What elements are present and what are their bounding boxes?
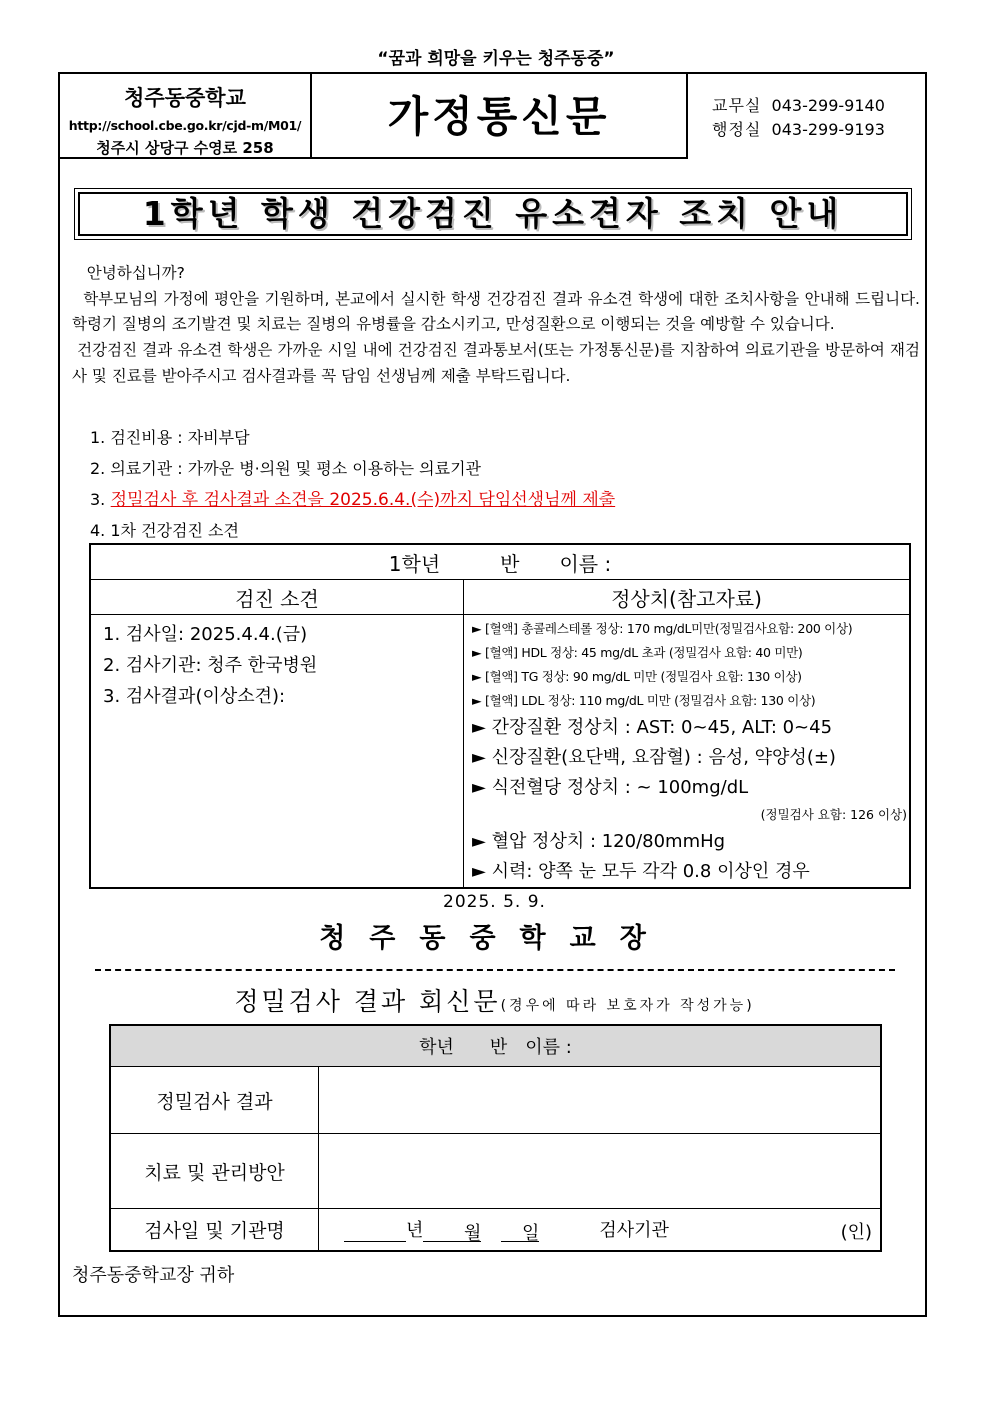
school-address: 청주시 상당구 수영로 258 — [96, 139, 274, 157]
issue-date: 2025. 5. 9. — [443, 892, 546, 912]
item-deadline-text: 정밀검사 후 검사결과 소견을 2025.6.4.(수)까지 담임선생님께 제출 — [110, 490, 616, 510]
newsletter-title: 가정통신문 — [312, 74, 688, 159]
date-org-label: 검사일 및 기관명 — [110, 1209, 319, 1251]
normal-tg: ► [혈액] TG 정상: 90 mg/dL 미만 (정밀검사 요함: 130 이상) — [472, 669, 802, 684]
item-institution: 2. 의료기관 : 가까운 병·의원 및 평소 이용하는 의료기관 — [90, 459, 482, 478]
day-blank[interactable] — [501, 1219, 540, 1245]
item-findings: 4. 1차 건강검진 소견 — [90, 521, 239, 540]
greeting: 안녕하십니까? — [86, 264, 185, 282]
school-url[interactable]: http://school.cbe.go.kr/cjd-m/M01/ — [68, 118, 302, 133]
result-input-cell[interactable] — [319, 1067, 882, 1134]
main-title-box — [74, 188, 912, 240]
cut-line — [95, 969, 895, 971]
school-info-box — [60, 74, 312, 159]
normal-glucose: ► 식전혈당 정상치 : ~ 100mg/dL — [472, 777, 749, 798]
year-label: 년 — [406, 1220, 424, 1242]
addressee: 청주동중학교장 귀하 — [72, 1265, 235, 1286]
findings-col-header: 검진 소견 — [90, 580, 464, 615]
glucose-note: (정밀검사 요함: 126 이상) — [760, 807, 907, 822]
date-org-input-cell[interactable] — [319, 1209, 882, 1251]
result-label: 정밀검사 결과 — [110, 1067, 319, 1134]
normal-values-cell — [464, 615, 911, 889]
findings-table — [89, 543, 911, 889]
normal-blood-pressure: ► 혈압 정상치 : 120/80mmHg — [472, 831, 726, 852]
normal-ldl: ► [혈액] LDL 정상: 110 mg/dL 미만 (정밀검사 요함: 130 이상) — [472, 693, 816, 708]
org-label: 검사기관 — [599, 1220, 669, 1242]
main-title: 1학년 학생 건강검진 유소견자 조치 안내 — [78, 192, 908, 236]
principal-signature: 청주동중학교장 — [319, 923, 670, 954]
school-name: 청주동중학교 — [124, 86, 246, 110]
item-deadline — [90, 484, 615, 515]
seal-mark: (인) — [840, 1222, 872, 1243]
normal-kidney: ► 신장질환(요단백, 요잠혈) : 음성, 약양성(±) — [472, 747, 836, 768]
item-cost: 1. 검진비용 : 자비부담 — [90, 428, 250, 447]
intro-text — [72, 261, 920, 390]
reply-header: 학년 반 이름 : — [110, 1025, 881, 1067]
day-label: 일 — [522, 1223, 540, 1245]
normal-liver: ► 간장질환 정상치 : AST: 0~45, ALT: 0~45 — [472, 717, 833, 738]
reply-subtitle: (경우에 따라 보호자가 작성가능) — [500, 998, 755, 1014]
year-blank[interactable] — [344, 1219, 406, 1242]
findings-table-header: 1학년 반 이름 : — [90, 544, 910, 580]
month-label: 월 — [464, 1223, 482, 1245]
normal-hdl: ► [혈액] HDL 정상: 45 mg/dL 초과 (정밀검사 요함: 40 미만) — [472, 645, 803, 660]
letter-frame — [58, 72, 927, 1317]
phone1-label: 교무실 — [712, 96, 762, 115]
findings-cell — [90, 615, 464, 889]
treatment-label: 치료 및 관리방안 — [110, 1134, 319, 1209]
notice-items — [90, 422, 615, 546]
exam-institution: 2. 검사기관: 청주 한국병원 — [103, 655, 318, 676]
exam-result-label: 3. 검사결과(이상소견): — [103, 686, 286, 707]
treatment-input-cell[interactable] — [319, 1134, 882, 1209]
school-motto: “꿈과 희망을 키우는 청주동중” — [377, 49, 615, 69]
phone2-label: 행정실 — [712, 120, 762, 139]
intro-paragraph-1: 학부모님의 가정에 평안을 기원하며, 본교에서 실시한 학생 건강검진 결과 유소견 학생에 대한 조치사항을 안내해 드립니다. 학령기 질병의 조기발견 및 치료는 질병의 유병률을 감소시키고, 만성질환으로 이행되는 것을 예방할 수 있습니다. — [72, 289, 920, 334]
contact-phones — [712, 94, 885, 142]
reply-form-title — [60, 982, 929, 1018]
phone2-number: 043-299-9193 — [771, 120, 885, 139]
exam-date: 1. 검사일: 2025.4.4.(금) — [103, 624, 308, 645]
month-blank[interactable] — [423, 1219, 482, 1245]
reply-title-text: 정밀검사 결과 회신문 — [234, 987, 501, 1016]
normal-total-cholesterol: ► [혈액] 총콜레스테롤 정상: 170 mg/dL미만(정밀검사요함: 200 이상) — [472, 621, 853, 636]
phone1-number: 043-299-9140 — [771, 96, 885, 115]
normal-vision: ► 시력: 양쪽 눈 모두 각각 0.8 이상인 경우 — [472, 861, 810, 882]
item-deadline-number: 3. — [90, 490, 106, 509]
reply-form-table — [109, 1024, 882, 1252]
normal-col-header: 정상치(참고자료) — [464, 580, 911, 615]
intro-paragraph-2: 건강검진 결과 유소견 학생은 가까운 시일 내에 건강검진 결과통보서(또는 가정통신문)를 지참하여 의료기관을 방문하여 재검사 및 진료를 받아주시고 검사결과를 꼭 담임 선생님께 제출 부탁드립니다. — [72, 341, 920, 385]
